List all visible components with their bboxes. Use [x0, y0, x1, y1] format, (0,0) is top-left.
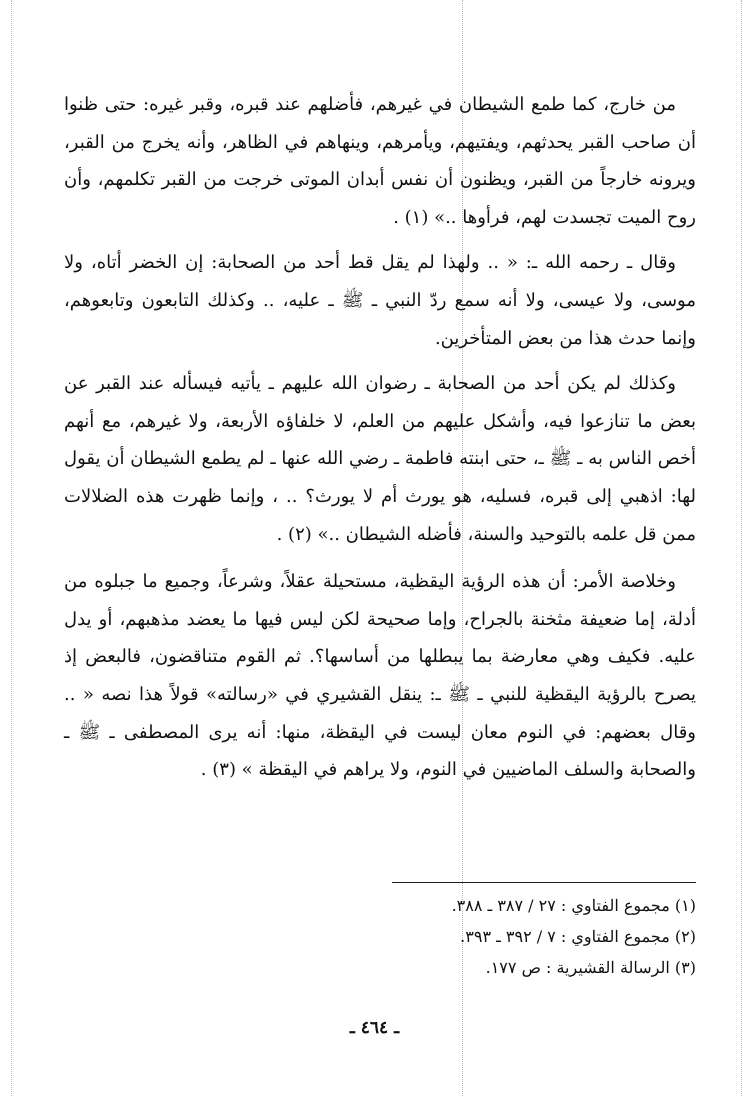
paragraph: وكذلك لم يكن أحد من الصحابة ـ رضوان الله عليهم ـ يأتيه فيسأله عند القبر عن بعض ما تنازعوا فيه، وأشكل عليهم من العلم، لا خلفاؤه الأربعة، ولا غيرهم، مع أنهم أخص الناس به ـ ﷺ ـ، حتى ابنته فاطمة ـ رضي الله عنها ـ لم يطمع الشيطان أن يقول لها: اذهبي إلى قبره، فسليه، هو يورث أم لا يورث؟ .. ، وإنما ظهرت هذه الضلالات ممن قل علمه بالتوحيد والسنة، فأضله الشيطان ..» (٢) . [64, 373, 696, 545]
page-number: ـ ٤٦٤ ـ [349, 1018, 400, 1038]
scan-margin-line [11, 0, 12, 1096]
footnote: (٢) مجموع الفتاوي : ٧ / ٣٩٢ ـ ٣٩٣. [460, 927, 696, 946]
scan-margin-line-right [741, 0, 742, 1096]
paragraph: وقال ـ رحمه الله ـ: « .. ولهذا لم يقل قط أحد من الصحابة: إن الخضر أتاه، ولا موسى، ولا عيسى، ولا أنه سمع ردّ النبي ـ ﷺ ـ عليه، .. وكذلك التابعون وتابعوهم، وإنما حدث هذا من بعض المتأخرين. [64, 252, 696, 349]
footnotes [276, 890, 696, 983]
footnote: (١) مجموع الفتاوي : ٢٧ / ٣٨٧ ـ ٣٨٨. [451, 896, 696, 915]
footnote-separator [392, 882, 696, 883]
footnote: (٣) الرسالة القشيرية : ص ١٧٧. [485, 958, 696, 977]
main-text [64, 86, 696, 789]
paragraph: من خارج، كما طمع الشيطان في غيرهم، فأضلهم عند قبره، وقبر غيره: حتى ظنوا أن صاحب القبر يحدثهم، ويفتيهم، ويأمرهم، وينهاهم في الظاهر، وأنه يخرج من القبر، ويرونه خارجاً من القبر، ويظنون أن نفس أبدان الموتى خرجت من القبر تكلمهم، وأن روح الميت تجسدت لهم، فرأوها ..» (١) . [64, 94, 696, 228]
paragraph: وخلاصة الأمر: أن هذه الرؤية اليقظية، مستحيلة عقلاً، وشرعاً، وجميع ما جبلوه من أدلة، إما ضعيفة مثخنة بالجراح، وإما صحيحة لكن ليس فيها ما يعضد مذهبهم، أو يدل عليه. فكيف وهي معارضة بما يبطلها من أساسها؟. ثم القوم متناقضون، فالبعض إذ يصرح بالرؤية اليقظية للنبي ـ ﷺ ـ: ينقل القشيري في «رسالته» قولاً هذا نصه « .. وقال بعضهم: في النوم معان ليست في اليقظة، منها: أنه يرى المصطفى ـ ﷺ ـ والصحابة والسلف الماضيين في النوم، ولا يراهم في اليقظة » (٣) . [64, 571, 696, 781]
